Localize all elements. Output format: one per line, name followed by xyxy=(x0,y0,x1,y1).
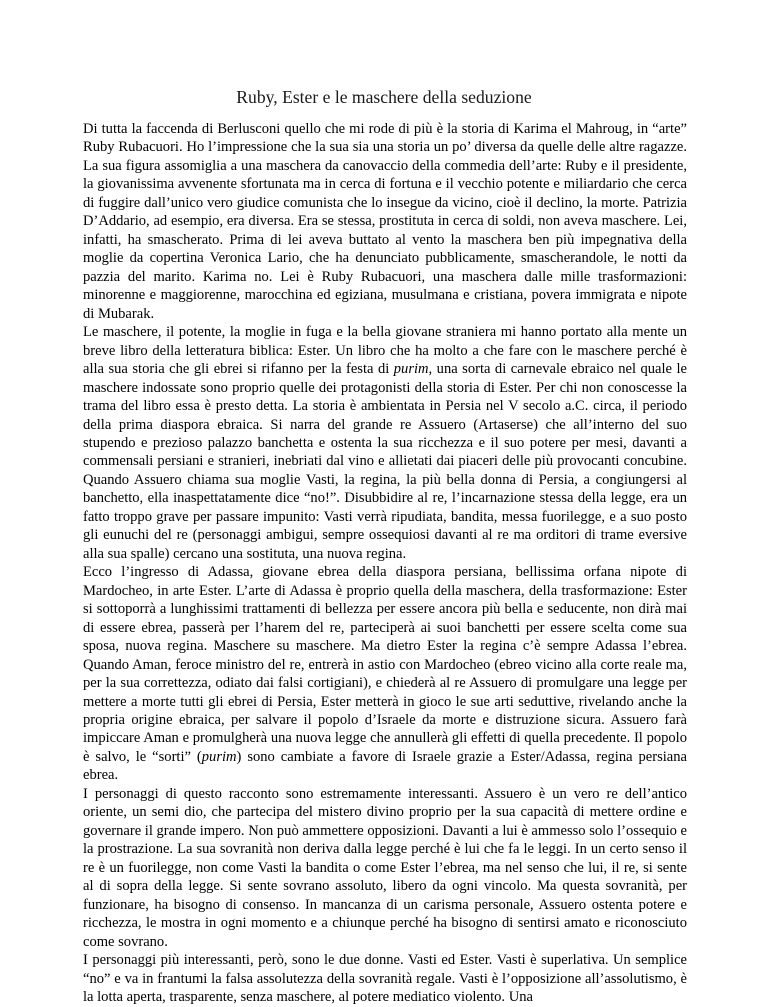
text-run: Di tutta la faccenda di Berlusconi quello che mi rode di più è la storia di Karima el Mahroug, in “arte” Ruby Rubacuori. Ho l’impressione che la sua sia una storia un po’ diversa da quelle delle altre ragazze. La sua figura assomiglia a una maschera da canovaccio della commedia dell’arte: Ruby e il presidente, la giovanissima avvenente sfortunata ma in cerca di fortuna e il vecchio potente e miliardario che cerca di fuggire dall’unico vero giudice comunista che lo insegue da vicino, cioè il declino, la morte. Patrizia D’Addario, ad esempio, era diversa. Era se stessa, prostituta in cerca di soldi, non aveva maschere. Lei, infatti, ha smascherato. Prima di lei aveva buttato al vento la maschera ben più impegnativa della moglie da copertina Veronica Lario, che ha denunciato pubblicamente, smascherandole, le notti da pazzia del marito. Karima no. Lei è Ruby Rubacuori, una maschera dalle mille trasformazioni: minorenne e maggiorenne, marocchina ed egiziana, musulmana e cristiana, povera immigrata e nipote di Mubarak. xyxy=(83,121,687,322)
text-run: Le maschere, il potente, la moglie in fuga e la bella giovane straniera mi hanno portato alla mente un breve libro della letteratura biblica: Ester. Un libro che ha molto a che fare con le maschere perché è alla sua storia che gli ebrei si rifanno per la festa di xyxy=(83,324,687,378)
text-run: I personaggi di questo racconto sono estremamente interessanti. Assuero è un vero re dell’antico oriente, un semi dio, che partecipa del mistero divino proprio per la sua capacità di mettere ordine e governare il grande impero. Non può ammettere opposizioni. Davanti a lui è ammesso solo l’ossequio e la prostrazione. La sua sovranità non deriva dalla legge perché è lui che fa le leggi. In un certo senso il re è un fuorilegge, non come Vasti la bandita o come Ester l’ebrea, ma nel senso che lui, il re, si sente al di sopra della legge. Si sente sovrano assoluto, libero da ogni vincolo. Ma questa sovranità, per funzionare, ha bisogno di consenso. In mancanza di un carisma personale, Assuero ostenta potere e ricchezza, le mostra in ogni momento e a chiunque perché ha bisogno di sentirsi amato e riconosciuto come sovrano. xyxy=(83,785,687,950)
text-run: Ecco l’ingresso di Adassa, giovane ebrea della diaspora persiana, bellissima orfana nipote di Mardocheo, in arte Ester. L’arte di Adassa è proprio quella della maschera, della trasformazione: Ester si sottoporrà a lunghissimi trattamenti di bellezza per essere ancora più bella e seducente, non dirà mai di essere ebrea, passerà per l’harem del re, parteciperà ai suoi banchetti per essere scelta come sua sposa, nuova regina. Maschere su maschere. Ma dietro Ester la regina c’è sempre Adassa l’ebrea. Quando Aman, feroce ministro del re, entrerà in astio con Mardocheo (ebreo vicino alla corte reale ma, per la sua correttezza, odiato dai falsi cortigiani), e chiederà al re Assuero di promulgare una legge per mettere a morte tutti gli ebrei di Persia, Ester metterà in gioco le sue arti seduttive, rivelando anche la propria origine ebraica, per salvare il popolo d’Israele da morte e distruzione sicura. Assuero farà impiccare Aman e promulgherà una nuova legge che annullerà gli effetti di quella precedente. Il popolo è salvo, le “sorti” ( xyxy=(83,564,687,765)
paragraph xyxy=(83,951,687,1006)
document-title: Ruby, Ester e le maschere della seduzione xyxy=(236,87,532,107)
italic-term: purim xyxy=(201,748,237,765)
paragraph xyxy=(83,323,687,563)
paragraph xyxy=(83,785,687,951)
paragraph xyxy=(83,120,687,323)
paragraph xyxy=(83,563,687,785)
text-run: ) sono cambiate a favore di Israele grazie a Ester/Adassa, regina persiana ebrea. xyxy=(83,748,687,784)
text-run: , una sorta di carnevale ebraico nel quale le maschere indossate sono proprio quelle dei protagonisti della storia di Ester. Per chi non conoscesse la trama del libro essa è presto detta. La storia è ambientata in Persia nel V secolo a.C. circa, il periodo della prima diaspora ebraica. Si narra del grande re Assuero (Artaserse) che all’interno del suo stupendo e prezioso palazzo banchetta e ostenta la sua ricchezza e il suo potere per mesi, davanti a commensali persiani e stranieri, inebriati dal vino e allietati dai piaceri delle più provocanti concubine. Quando Assuero chiama sua moglie Vasti, la regina, la più bella donna di Persia, a congiungersi al banchetto, ella inaspettatamente dice “no!”. Disubbidire al re, l’incarnazione stessa della legge, era un fatto troppo grave per passare impunito: Vasti verrà ripudiata, bandita, messa fuorilegge, e a suo posto gli eunuchi del re (personaggi ambigui, sempre ossequiosi davanti al re ma orditori di trame eversive alla sua spalle) cercano una sostituta, una nuova regina. xyxy=(83,361,687,562)
document-body xyxy=(83,120,687,1007)
italic-term: purim xyxy=(393,361,429,378)
text-run: I personaggi più interessanti, però, sono le due donne. Vasti ed Ester. Vasti è superlativa. Un semplice “no” e va in frantumi la falsa assolutezza della sovranità regale. Vasti è l’opposizione all’assolutismo, è la lotta aperta, trasparente, senza maschere, al potere mediatico violento. Una xyxy=(83,952,687,1006)
